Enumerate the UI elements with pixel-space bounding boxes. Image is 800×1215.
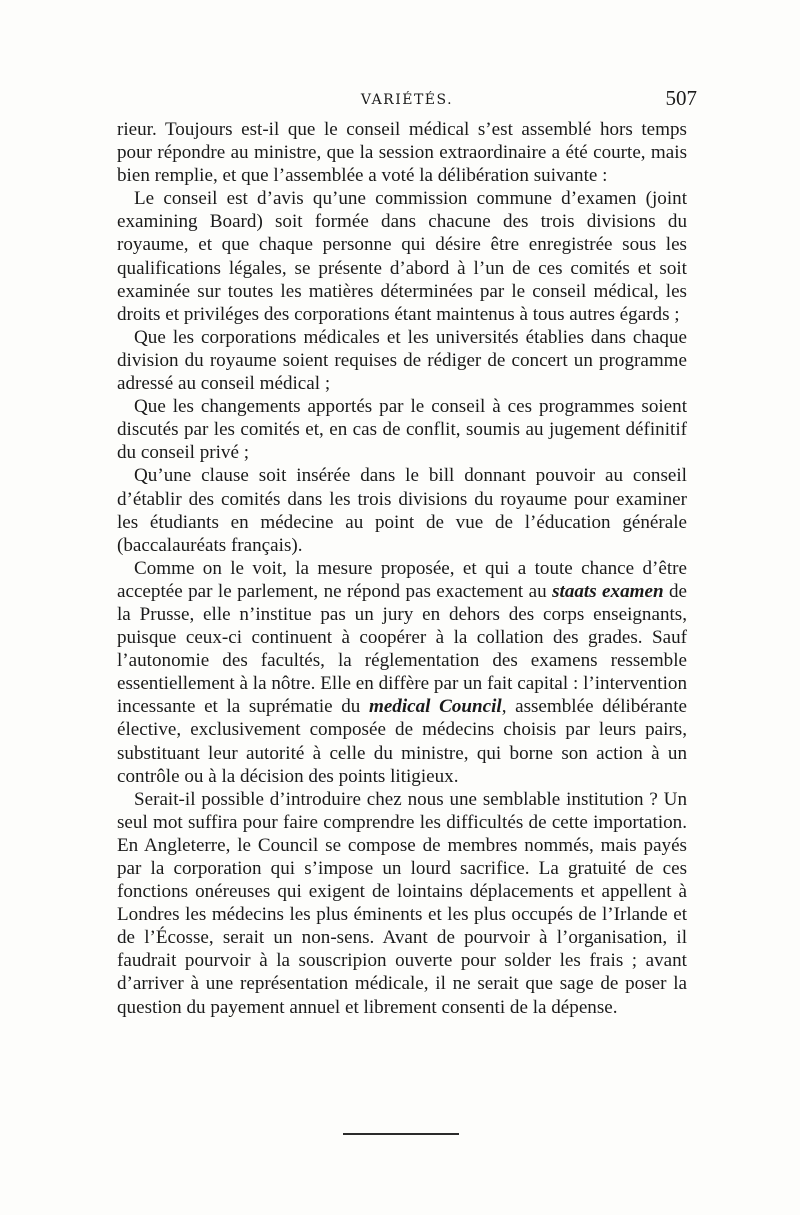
text-segment: de la Prusse, elle n’institue pas un jury en dehors des corps enseignants, puisque ceux-ci continuent à coopérer à la collation des grades. Sauf l’autonomie des facultés, la réglementation des examens ressemble essentiellement à la nôtre. Elle en diffère par un fait capital : l’intervention incessante et la suprématie du (117, 580, 687, 718)
text-segment: Que les corporations médicales et les universités établies dans chaque division du royaume soient requises de rédiger de concert un programme adressé au conseil médical ; (117, 326, 687, 395)
text-segment: rieur. Toujours est-il que le conseil médical s’est assemblé hors temps pour répondre au ministre, que la session extraordinaire a été courte, mais bien remplie, et que l’assemblée a voté la délibération suivante : (117, 119, 687, 187)
paragraph (117, 788, 687, 1019)
body-text (117, 118, 687, 1019)
paragraph (117, 464, 687, 556)
page-number: 507 (665, 86, 697, 110)
text-segment: Qu’une clause soit insérée dans le bill donnant pouvoir au conseil d’établir des comités dans les trois divisions du royaume pour examiner les étudiants en médecine au point de vue de l’éducation générale (baccalauréats français). (117, 465, 687, 556)
paragraph (117, 395, 687, 464)
paragraph (117, 557, 687, 788)
closing-rule (343, 1133, 459, 1135)
text-segment: Le conseil est d’avis qu’une commission commune d’examen (joint examining Board) soit formée dans chacune des trois divisions du royaume, et que chaque personne qui désire être enregistrée sous les qualifications légales, se présente d’abord à l’un de ces comités et soit examinée sur toutes les matières déterminées par le conseil médical, les droits et priviléges des corporations étant maintenus à tous autres égards ; (117, 188, 687, 325)
italic-term: medical Council (368, 696, 502, 718)
text-segment: Que les changements apportés par le conseil à ces programmes soient discutés par les comités et, en cas de conflit, soumis au jugement définitif du conseil privé ; (117, 396, 687, 464)
text-segment: Serait-il possible d’introduire chez nous une semblable institution ? Un seul mot suffira pour faire comprendre les difficultés de cette importation. En Angleterre, le Council se compose de membres nommés, mais payés par la corporation qui s’impose un lourd sacrifice. La gratuité de ces fonctions onéreuses qui exigent de lointains déplacements et appellent à Londres les médecins les plus éminents et les plus occupés de l’Irlande et de l’Écosse, serait un non-sens. Avant de pourvoir à l’organisation, il faudrait pourvoir à la souscripion ouverte pour solder les frais ; avant d’arriver à une représentation médicale, il ne serait que sage de poser la question du payement annuel et librement consenti de la dépense. (117, 788, 687, 1018)
paragraph (117, 326, 687, 395)
paragraph (117, 187, 687, 326)
page-header (117, 86, 697, 116)
text-segment: , assemblée délibérante élective, exclusivement composée de médecins choisis par leurs pairs, substituant leur autorité à celle du ministre, qui borne son action à un contrôle ou à la décision des points litigieux. (117, 696, 687, 787)
italic-term: staats examen (552, 580, 664, 602)
paragraph (117, 118, 687, 187)
running-head: VARIÉTÉS. (360, 92, 454, 108)
text-segment: Comme on le voit, la mesure proposée, et qui a toute chance d’être acceptée par le parlement, ne répond pas exactement au (117, 557, 687, 602)
